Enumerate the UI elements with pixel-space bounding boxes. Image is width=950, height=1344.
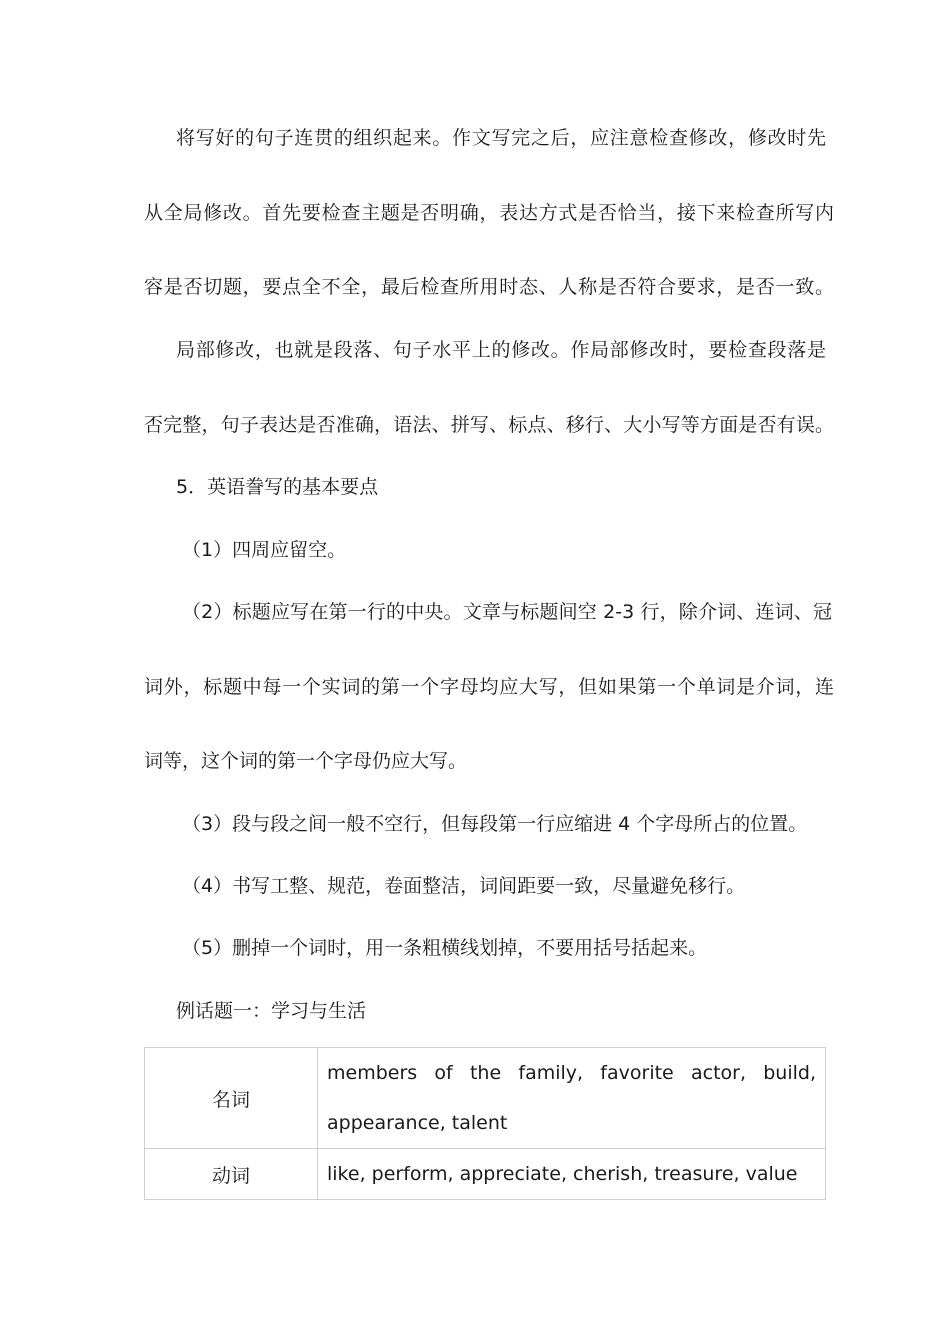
table-cell-value (318, 1048, 826, 1149)
list-item: （2）标题应写在第一行的中央。文章与标题间空 2-3 行，除介词、连词、冠 (182, 601, 832, 623)
list-item-continuation: 词外，标题中每一个实词的第一个字母均应大写，但如果第一个单词是介词，连 (144, 676, 834, 698)
paragraph-line: 局部修改，也就是段落、句子水平上的修改。作局部修改时，要检查段落是 (176, 339, 826, 361)
list-item-continuation: 词等，这个词的第一个字母仍应大写。 (144, 750, 468, 772)
paragraph-line: 容是否切题，要点全不全，最后检查所用时态、人称是否符合要求，是否一致。 (144, 276, 834, 298)
list-item: （4）书写工整、规范，卷面整洁，词间距要一致，尽量避免移行。 (182, 875, 746, 897)
table-cell-text: appearance, talent (327, 1112, 508, 1134)
paragraph-line: 从全局修改。首先要检查主题是否明确，表达方式是否恰当，接下来检查所写内 (144, 202, 834, 224)
table-cell-value (318, 1149, 826, 1200)
paragraph-line: 将写好的句子连贯的组织起来。作文写完之后，应注意检查修改，修改时先 (176, 127, 826, 149)
table-row (145, 1149, 826, 1200)
example-title: 例话题一：学习与生活 (176, 1000, 367, 1022)
table-cell-text: like, perform, appreciate, cherish, treasure, value (327, 1163, 798, 1185)
table-cell-label: 名词 (145, 1048, 318, 1149)
list-item: （3）段与段之间一般不空行，但每段第一行应缩进 4 个字母所占的位置。 (182, 813, 808, 835)
section-heading: 5．英语誊写的基本要点 (176, 476, 379, 498)
table-cell-label: 动词 (145, 1149, 318, 1200)
paragraph-line: 否完整，句子表达是否准确，语法、拼写、标点、移行、大小写等方面是否有误。 (144, 414, 834, 436)
vocabulary-table (144, 1047, 826, 1200)
table-cell-text: members of the family, favorite actor, build, (327, 1062, 816, 1084)
list-item: （5）删掉一个词时，用一条粗横线划掉，不要用括号括起来。 (182, 937, 708, 959)
table-row (145, 1048, 826, 1149)
list-item: （1）四周应留空。 (182, 539, 347, 561)
